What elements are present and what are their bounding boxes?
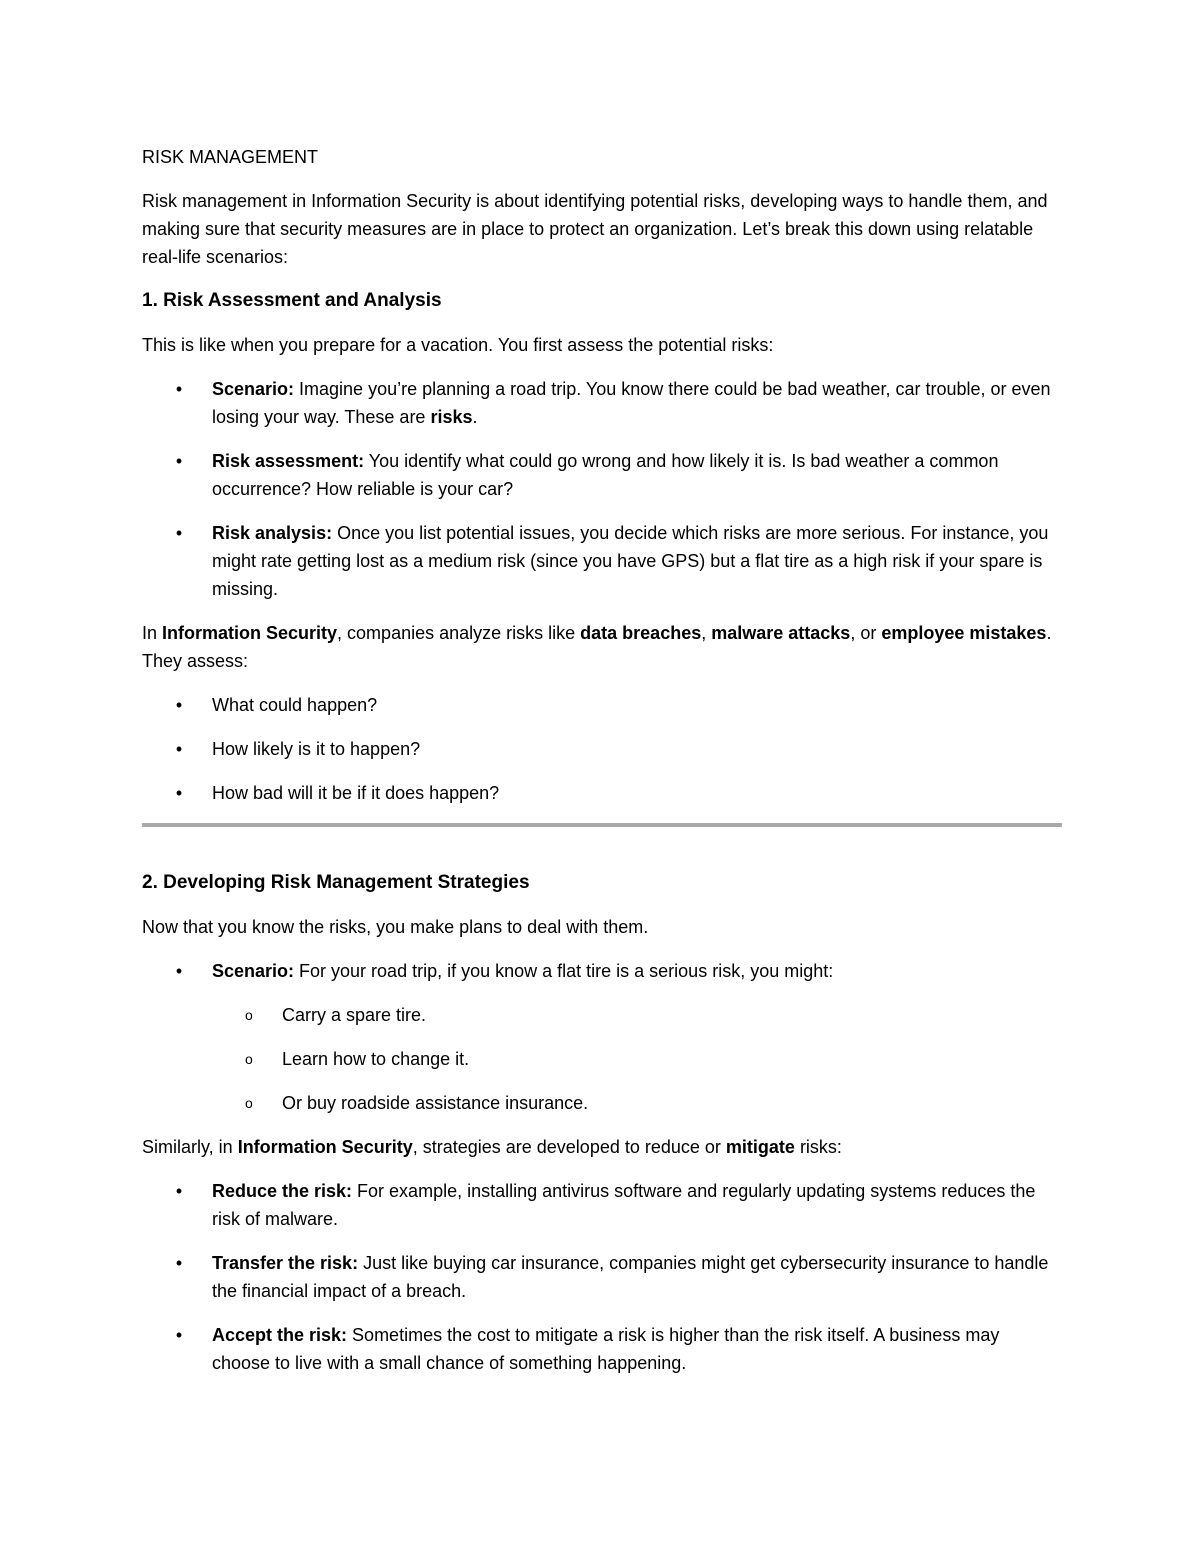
sub-list-item xyxy=(212,1045,1062,1073)
item-text: How likely is it to happen? xyxy=(212,739,421,759)
bullet-icon: • xyxy=(175,523,183,543)
sub-list-item xyxy=(212,1001,1062,1029)
bold-run: data breaches xyxy=(580,623,702,643)
list-item xyxy=(142,735,1062,763)
sub-list xyxy=(212,1001,1062,1117)
document-title: RISK MANAGEMENT xyxy=(142,147,319,167)
list-item xyxy=(142,957,1062,1117)
circle-bullet-icon: o xyxy=(245,1051,253,1067)
bullet-icon: • xyxy=(175,379,183,399)
list-item xyxy=(142,1321,1062,1377)
item-label: Risk assessment: xyxy=(212,451,365,471)
bullet-icon: • xyxy=(175,695,183,715)
section-1-heading: 1. Risk Assessment and Analysis xyxy=(142,290,442,311)
assessment-question-list xyxy=(142,691,1062,807)
bold-run: Information Security xyxy=(162,623,338,643)
text-run: . They assess: xyxy=(142,623,1052,671)
similarly-paragraph xyxy=(142,1133,1062,1161)
sub-item-text: Learn how to change it. xyxy=(282,1049,470,1069)
list-item xyxy=(142,1177,1062,1233)
intro-paragraph: Risk management in Information Security is about identifying potential risks, developing ways to handle them, and making sure that security measures are in place to protect an organization. Let’s break this down using relatable real-life scenarios: xyxy=(142,191,1048,267)
bullet-icon: • xyxy=(175,451,183,471)
section-2-heading: 2. Developing Risk Management Strategies xyxy=(142,872,530,893)
strategy-list xyxy=(142,1177,1062,1377)
item-text: For example, installing antivirus software and regularly updating systems reduces the risk of malware. xyxy=(212,1181,1036,1229)
infosec-paragraph xyxy=(142,619,1062,675)
item-text: Imagine you’re planning a road trip. You know there could be bad weather, car trouble, or even losing your way. These are xyxy=(212,379,1051,427)
item-label: Transfer the risk: xyxy=(212,1253,359,1273)
text-run: risks: xyxy=(794,1137,842,1157)
bullet-icon: • xyxy=(175,961,183,981)
list-item xyxy=(142,375,1062,431)
sub-item-text: Carry a spare tire. xyxy=(282,1005,427,1025)
bullet-icon: • xyxy=(175,1181,183,1201)
text-run: , strategies are developed to reduce or xyxy=(412,1137,726,1157)
bold-run: Information Security xyxy=(237,1137,413,1157)
item-text-end: . xyxy=(472,407,478,427)
bold-run: malware attacks xyxy=(711,623,851,643)
item-label: Scenario: xyxy=(212,379,295,399)
bold-run: mitigate xyxy=(725,1137,795,1157)
item-text: You identify what could go wrong and how likely it is. Is bad weather a common occurrence? How reliable is your car? xyxy=(212,451,999,499)
section-2-scenario-list xyxy=(142,957,1062,1117)
item-emphasis: risks xyxy=(430,407,473,427)
list-item xyxy=(142,1249,1062,1305)
text-run: In xyxy=(142,623,163,643)
horizontal-rule xyxy=(142,823,1062,827)
circle-bullet-icon: o xyxy=(245,1007,253,1023)
text-run: , or xyxy=(850,623,882,643)
list-item xyxy=(142,779,1062,807)
item-label: Risk analysis: xyxy=(212,523,333,543)
text-run: Similarly, in xyxy=(142,1137,238,1157)
circle-bullet-icon: o xyxy=(245,1095,253,1111)
bullet-icon: • xyxy=(175,739,183,759)
section-2-lead: Now that you know the risks, you make plans to deal with them. xyxy=(142,917,649,937)
bullet-icon: • xyxy=(175,1253,183,1273)
item-text: How bad will it be if it does happen? xyxy=(212,783,500,803)
item-label: Reduce the risk: xyxy=(212,1181,353,1201)
item-text: Just like buying car insurance, companies might get cybersecurity insurance to handle the financial impact of a breach. xyxy=(212,1253,1049,1301)
section-1-bullet-list xyxy=(142,375,1062,603)
item-text: Sometimes the cost to mitigate a risk is higher than the risk itself. A business may choose to live with a small chance of something happening. xyxy=(212,1325,1000,1373)
list-item xyxy=(142,447,1062,503)
list-item xyxy=(142,519,1062,603)
item-label: Scenario: xyxy=(212,961,295,981)
item-text: What could happen? xyxy=(212,695,378,715)
bullet-icon: • xyxy=(175,783,183,803)
item-text: For your road trip, if you know a flat tire is a serious risk, you might: xyxy=(294,961,834,981)
item-label: Accept the risk: xyxy=(212,1325,348,1345)
bullet-icon: • xyxy=(175,1325,183,1345)
document-body xyxy=(142,143,1062,1393)
bold-run: employee mistakes xyxy=(881,623,1047,643)
list-item xyxy=(142,691,1062,719)
section-1-lead: This is like when you prepare for a vacation. You first assess the potential risks: xyxy=(142,335,774,355)
sub-item-text: Or buy roadside assistance insurance. xyxy=(282,1093,589,1113)
item-text: Once you list potential issues, you decide which risks are more serious. For instance, you might rate getting lost as a medium risk (since you have GPS) but a flat tire as a high risk if your spare is missing. xyxy=(212,523,1049,599)
text-run: , xyxy=(701,623,712,643)
sub-list-item xyxy=(212,1089,1062,1117)
text-run: , companies analyze risks like xyxy=(337,623,581,643)
